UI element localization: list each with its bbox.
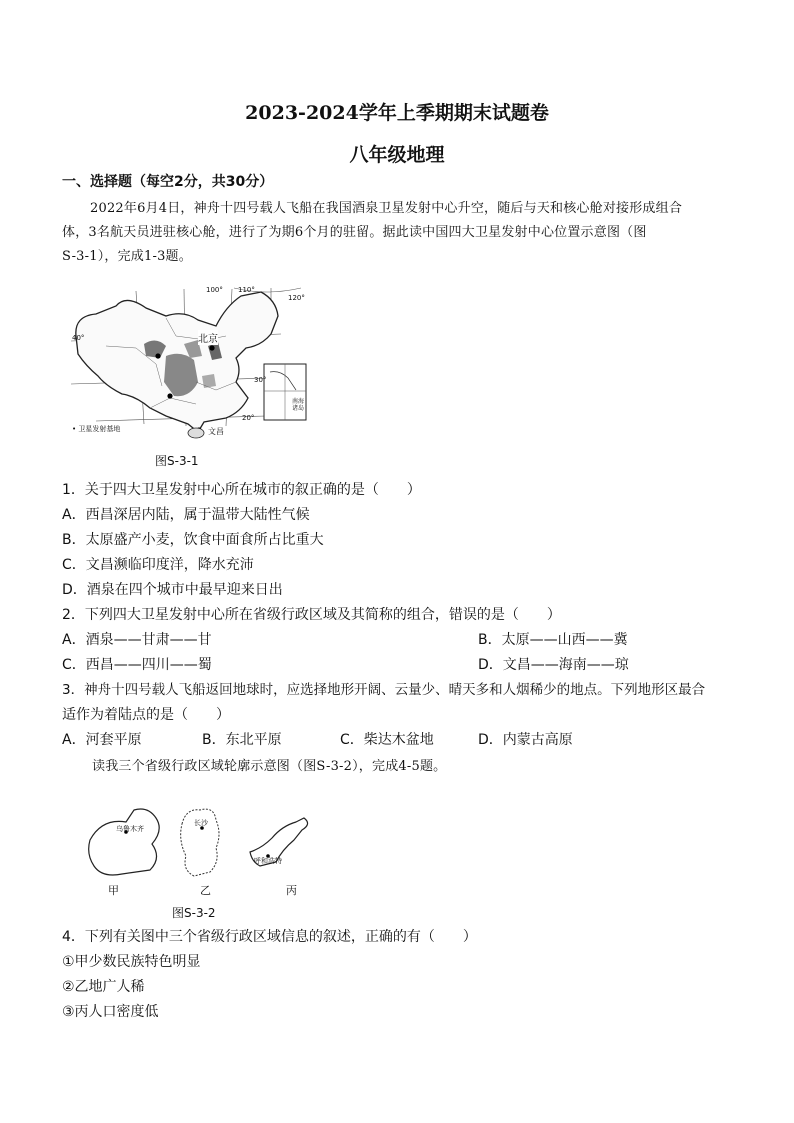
map-lat-20: 20° — [242, 414, 255, 422]
map-label-wenchang: 文昌 — [208, 427, 224, 436]
exam-title: 2023-2024学年上季期期末试题卷 — [245, 102, 549, 124]
question-3-option-d: D．内蒙古高原 — [478, 732, 573, 748]
question-3-option-c: C．柴达木盆地 — [340, 732, 434, 748]
question-2-option-d: D．文昌——海南——琼 — [478, 657, 629, 673]
question-4-item-1: ①甲少数民族特色明显 — [62, 954, 201, 970]
section2-intro: 读我三个省级行政区域轮廓示意图（图S-3-2），完成4-5题。 — [92, 759, 447, 774]
map-lon-100: 100° — [206, 286, 223, 294]
panel-label-yi: 乙 — [200, 884, 211, 897]
question-1-option-a: A．西昌深居内陆，属于温带大陆性气候 — [62, 507, 310, 523]
question-3-stem-line-2: 适作为着陆点的是（ ） — [62, 707, 230, 723]
question-4-item-3: ③丙人口密度低 — [62, 1004, 159, 1020]
intro-line-3: S-3-1），完成1-3题。 — [62, 249, 192, 264]
map-lat-30: 30° — [254, 376, 267, 384]
map-legend: • 卫星发射基地 — [72, 425, 121, 433]
question-3-option-b: B．东北平原 — [202, 732, 282, 748]
question-1-option-b: B．太原盛产小麦，饮食中面食所占比重大 — [62, 532, 324, 548]
section-heading: 一、选择题（每空2分，共30分） — [62, 174, 274, 190]
province-outlines-figure — [82, 800, 332, 900]
intro-line-2: 体，3名航天员进驻核心舱，进行了为期6个月的驻留。据此读中国四大卫星发射中心位置示意图（图 — [62, 225, 647, 240]
panel-label-jia: 甲 — [108, 884, 119, 897]
china-launch-center-map — [66, 286, 336, 442]
figure2-caption: 图S-3-2 — [172, 906, 216, 920]
question-4-item-2: ②乙地广人稀 — [62, 979, 145, 995]
question-2-option-b: B．太原——山西——冀 — [478, 632, 628, 648]
question-1-option-c: C．文昌濒临印度洋，降水充沛 — [62, 557, 254, 573]
panel-label-bing: 丙 — [286, 884, 297, 897]
map-lon-120: 120° — [288, 294, 305, 302]
map-lon-110: 110° — [238, 286, 255, 294]
question-4-stem: 4．下列有关图中三个省级行政区域信息的叙述，正确的有（ ） — [62, 929, 477, 945]
question-2-option-a: A．酒泉——甘肃——甘 — [62, 632, 212, 648]
city-urumqi: 乌鲁木齐 — [116, 825, 144, 833]
question-2-option-c: C．西昌——四川——蜀 — [62, 657, 212, 673]
city-hohhot: 呼和浩特 — [254, 857, 282, 865]
map-inset-label: 南海诸岛 — [292, 398, 305, 412]
figure1-caption: 图S-3-1 — [155, 454, 199, 468]
question-3-option-a: A．河套平原 — [62, 732, 142, 748]
question-2-stem: 2．下列四大卫星发射中心所在省级行政区域及其简称的组合，错误的是（ ） — [62, 607, 561, 623]
city-changsha: 长沙 — [194, 819, 208, 827]
map-label-beijing: 北京 — [198, 330, 218, 345]
question-1-stem: 1．关于四大卫星发射中心所在城市的叙正确的是（ ） — [62, 482, 421, 498]
question-3-stem-line-1: 3．神舟十四号载人飞船返回地球时，应选择地形开阔、云量少、晴天多和人烟稀少的地点。下列地形区最合 — [62, 682, 706, 698]
exam-subject: 八年级地理 — [349, 144, 445, 166]
intro-line-1: 2022年6月4日，神舟十四号载人飞船在我国酒泉卫星发射中心升空，随后与天和核心舱对接形成组合 — [90, 201, 683, 216]
map-lat-40: 40° — [72, 334, 85, 342]
question-1-option-d: D．酒泉在四个城市中最早迎来日出 — [62, 582, 283, 598]
